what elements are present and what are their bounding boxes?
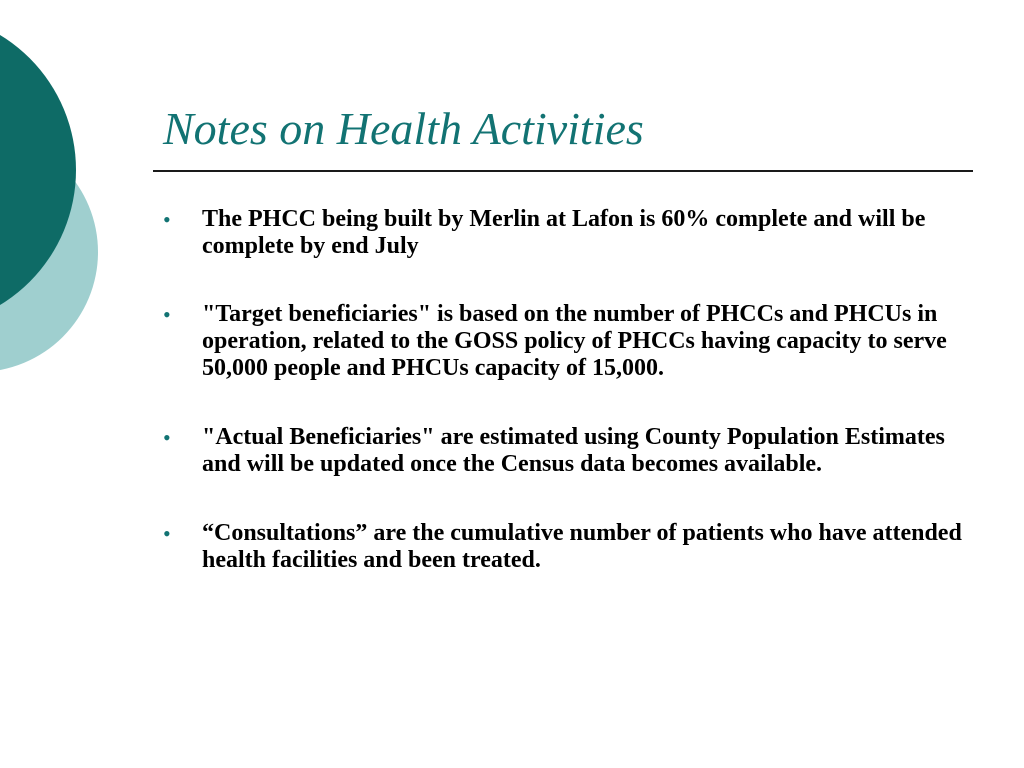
bullet-text: "Actual Beneficiaries" are estimated using County Population Estimates and will be updated once the Census data becomes available.: [202, 424, 945, 477]
decorative-circles: [0, 0, 110, 400]
bullet-icon: •: [163, 521, 171, 546]
bullet-item: [163, 424, 963, 478]
bullet-list: [163, 206, 963, 574]
bullet-item: [163, 301, 963, 382]
bullet-item: [163, 520, 963, 574]
bullet-text: “Consultations” are the cumulative number of patients who have attended health facilities and been treated.: [202, 520, 962, 573]
title-divider: [153, 170, 973, 172]
bullet-icon: •: [163, 425, 171, 450]
bullet-text: The PHCC being built by Merlin at Lafon is 60% complete and will be complete by end July: [202, 206, 926, 259]
bullet-icon: •: [163, 207, 171, 232]
bullet-item: [163, 206, 963, 260]
slide-title: Notes on Health Activities: [163, 103, 644, 154]
bullet-text: "Target beneficiaries" is based on the number of PHCCs and PHCUs in operation, related to the GOSS policy of PHCCs having capacity to serve 50,000 people and PHCUs capacity of 15,000.: [202, 301, 947, 381]
bullet-icon: •: [163, 302, 171, 327]
